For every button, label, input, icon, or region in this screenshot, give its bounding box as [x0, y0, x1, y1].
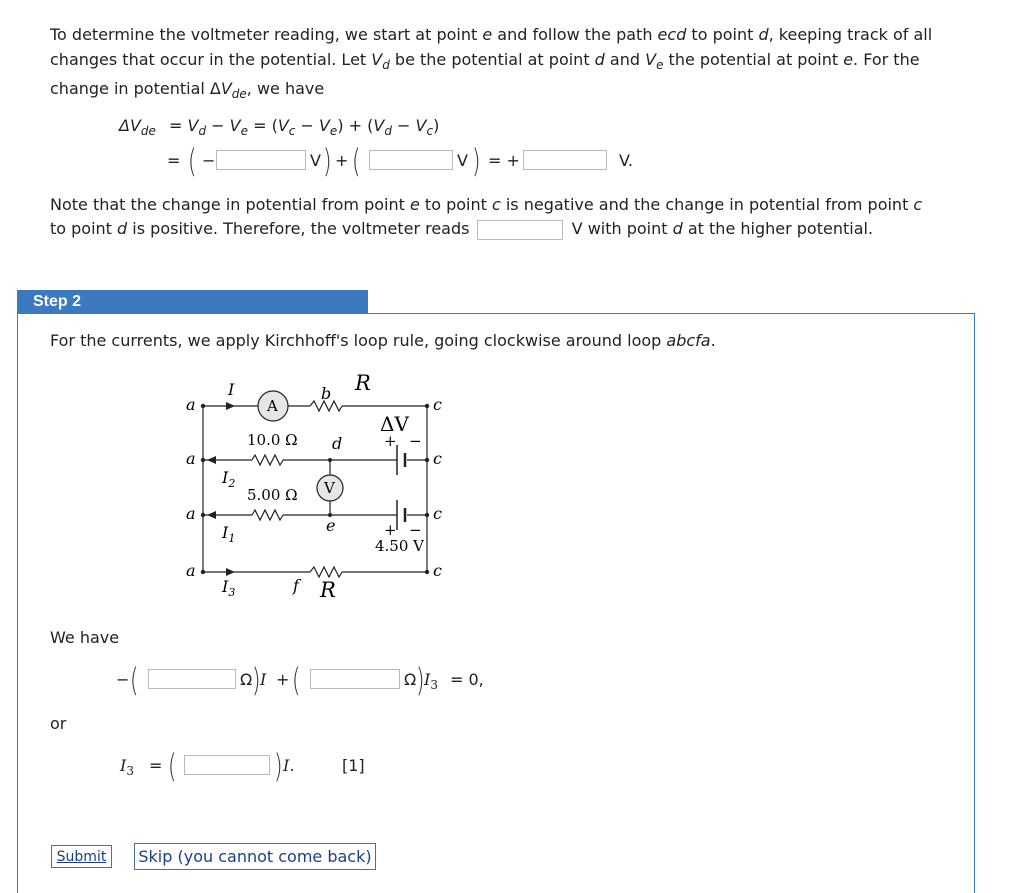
answer-box-voltmeter-reading[interactable]: [477, 220, 563, 240]
node-f-label: f: [293, 576, 299, 595]
answer-box-resistance-1[interactable]: [148, 669, 236, 689]
node-a-label: a: [186, 395, 196, 414]
submit-button[interactable]: Submit: [51, 845, 112, 868]
equals-plus: = +: [488, 151, 520, 170]
equation-delta-v-de: [119, 114, 439, 143]
current-i-label: I: [228, 380, 235, 399]
open-paren: (: [187, 142, 197, 180]
minus-sign: −: [202, 151, 216, 170]
open-paren: (: [291, 661, 301, 699]
step-2-header: Step 2: [17, 290, 368, 314]
battery-minus: −: [409, 432, 422, 450]
note-line-1: Note that the change in potential from point e to point c is negative and the change in potential from point c: [50, 195, 923, 214]
current-i3: $I_3$: [424, 670, 438, 693]
answer-box-delta-v-de[interactable]: [523, 150, 607, 170]
current-i: I: [260, 670, 267, 689]
equation-ref: [1]: [342, 756, 365, 775]
current-i-period: I.: [283, 756, 295, 775]
node-e-label: e: [326, 516, 336, 535]
intro-line-1: To determine the voltmeter reading, we start at point e and follow the path ecd to point d, keeping track of all: [50, 25, 933, 44]
resistor-r-bottom-label: R: [320, 578, 336, 602]
plus-sign: +: [276, 670, 290, 689]
node-c-label: c: [433, 561, 442, 580]
answer-box-resistance-2[interactable]: [310, 669, 400, 689]
note-line-2-a: to point d is positive. Therefore, the voltmeter reads: [50, 219, 470, 238]
equals-sign: =: [167, 151, 181, 170]
open-paren: (: [351, 142, 361, 180]
answer-box-ve-to-vc[interactable]: [216, 150, 306, 170]
current-i1-label: $I_1$: [222, 523, 236, 545]
unit-v-end: V.: [619, 151, 633, 170]
close-paren: ): [471, 142, 481, 180]
resistor-10-label: 10.0 Ω: [247, 431, 298, 449]
note-line-2-b: V with point d at the higher potential.: [571, 219, 874, 238]
equation-delta-v-de-row2: [167, 142, 637, 180]
battery-plus: +: [384, 432, 397, 450]
node-a-label: a: [186, 504, 196, 523]
node-a-label: a: [186, 561, 196, 580]
equals-zero: = 0,: [450, 670, 484, 689]
current-i3: $I_3$: [120, 756, 134, 779]
node-b-label: b: [321, 384, 332, 403]
current-i3-label: $I_3$: [222, 577, 236, 599]
node-a-label: a: [186, 449, 196, 468]
plus-sign: +: [335, 151, 349, 170]
open-paren: (: [129, 661, 139, 699]
step-2-panel: [17, 313, 975, 893]
node-c-label: c: [433, 504, 442, 523]
delta-v-de-expansion: = $V_d - V_e = (V_c - V_e) + (V_d - V_c)$: [169, 116, 440, 139]
battery-delta-v-label: ΔV: [380, 412, 409, 436]
circuit-diagram: [170, 365, 470, 605]
battery-minus: −: [409, 521, 422, 539]
unit-ohm: Ω: [404, 670, 417, 689]
ammeter-icon: A: [267, 397, 278, 415]
resistor-r-top-label: R: [355, 371, 371, 395]
current-i2-label: $I_2$: [222, 468, 236, 490]
voltmeter-icon: V: [324, 479, 335, 497]
we-have-label: We have: [50, 628, 120, 647]
intro-line-3: change in potential $\Delta V_{de}$, we have: [50, 79, 325, 102]
minus-sign: −: [116, 670, 130, 689]
unit-v: V: [457, 151, 468, 170]
close-paren: ): [415, 661, 425, 699]
close-paren: ): [273, 747, 283, 785]
delta-v-de-label: $\Delta V_{de}$: [119, 116, 156, 139]
open-paren: (: [167, 747, 177, 785]
node-d-label: d: [332, 434, 343, 453]
note-line-2: [50, 215, 873, 242]
equals-sign: =: [149, 756, 163, 775]
or-label: or: [50, 714, 67, 733]
unit-v: V: [310, 151, 321, 170]
answer-box-vc-to-vd[interactable]: [369, 150, 453, 170]
step-2-intro: For the currents, we apply Kirchhoff's loop rule, going clockwise around loop abcfa.: [50, 331, 716, 350]
node-c-label: c: [433, 395, 442, 414]
equation-loop-rule: [116, 661, 496, 699]
unit-ohm: Ω: [240, 670, 253, 689]
close-paren: ): [251, 661, 261, 699]
battery-plus: +: [384, 521, 397, 539]
node-c-label: c: [433, 449, 442, 468]
answer-box-ratio[interactable]: [184, 755, 270, 775]
intro-line-2: changes that occur in the potential. Let $V_d$ be the potential at point d and $V_e$ the potential at point e. For the: [50, 50, 920, 73]
resistor-5-label: 5.00 Ω: [247, 486, 298, 504]
skip-button[interactable]: Skip (you cannot come back): [134, 843, 376, 870]
battery-4-50v-label: 4.50 V: [375, 537, 424, 555]
equation-i3: [120, 747, 380, 785]
close-paren: ): [322, 142, 332, 180]
